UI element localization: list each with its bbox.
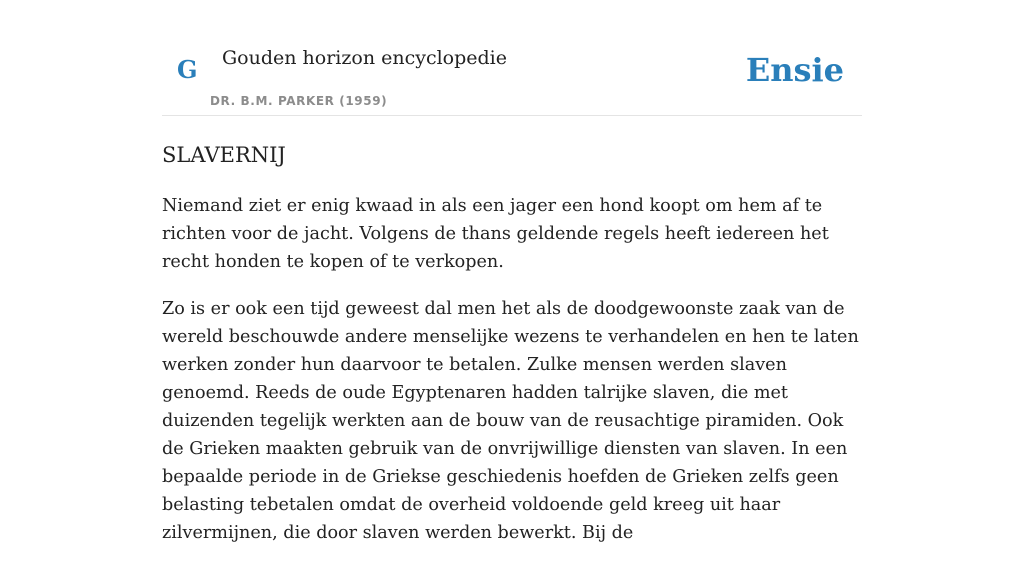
book-title[interactable]: Gouden horizon encyclopedie — [222, 47, 507, 69]
entry-paragraph: Niemand ziet er enig kwaad in als een jager een hond koopt om hem af te richten voor de jacht. Volgens de thans geldende regels heeft iedereen het recht honden te kopen of te verkopen. — [162, 196, 829, 272]
entry-title: SLAVERNIJ — [162, 143, 286, 167]
entry-body — [162, 192, 862, 566]
entry-paragraph: Zo is er ook een tijd geweest dal men het als de doodgewoonste zaak van de wereld beschouwde andere menselijke wezens te verhandelen en hen te laten werken zonder hun daarvoor te betalen. Zulke mensen werden slaven genoemd. Reeds de oude Egyptenaren hadden talrijke slaven, die met duizenden tegelijk werkten aan de bouw van de reusachtige piramiden. Ook de Grieken maakten gebruik van de onvrijwillige diensten van slaven. In een bepaalde periode in de Griekse geschiedenis hoefden de Grieken zelfs geen belasting tebetalen omdat de overheid voldoende geld kreeg uit haar zilvermijnen, die door slaven werden bewerkt. Bij de — [162, 299, 859, 543]
page — [162, 0, 862, 543]
header — [162, 0, 862, 116]
ensie-logo[interactable]: Ensie — [745, 51, 844, 89]
book-logo[interactable]: G — [177, 55, 198, 84]
book-author: DR. B.M. PARKER (1959) — [210, 94, 388, 108]
